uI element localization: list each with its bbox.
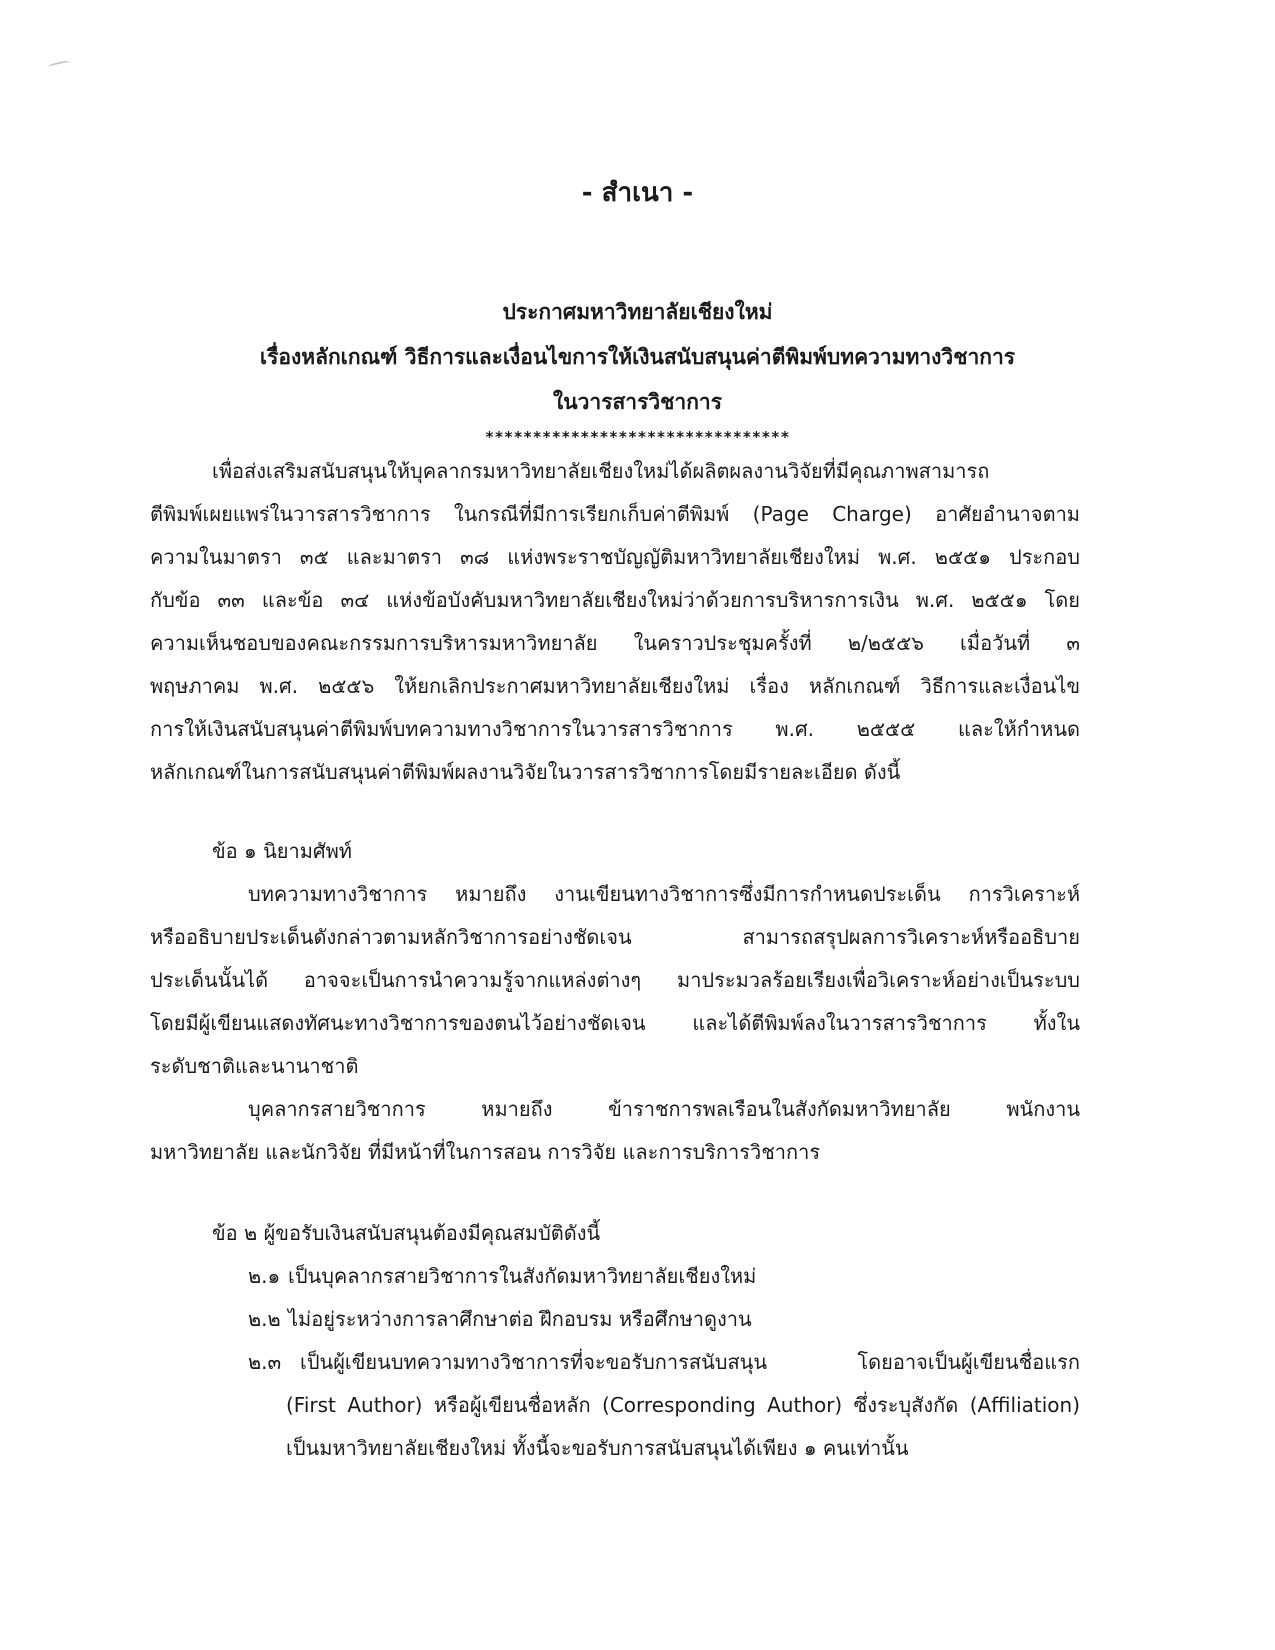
item-number: ๒.๒ (248, 1307, 281, 1331)
definition-line: ระดับชาติและนานาชาติ (150, 1054, 359, 1078)
definition-line: บุคลากรสายวิชาการ หมายถึง ข้าราชการพลเรือนในสังกัดมหาวิทยาลัย พนักงาน (248, 1097, 1080, 1121)
item-text: เป็นมหาวิทยาลัยเชียงใหม่ ทั้งนี้จะขอรับการสนับสนุนได้เพียง ๑ คนเท่านั้น (286, 1436, 909, 1460)
preamble-line: กับข้อ ๓๓ และข้อ ๓๔ แห่งข้อบังคับมหาวิทยาลัยเชียงใหม่ว่าด้วยการบริหารการเงิน พ.ศ. ๒๕๕๑ โดย (150, 588, 1080, 612)
item-text: ไม่อยู่ระหว่างการลาศึกษาต่อ ฝึกอบรม หรือศึกษาดูงาน (288, 1307, 752, 1331)
clause-1-heading: ข้อ ๑ นิยามศัพท์ (212, 839, 352, 863)
preamble-line: เพื่อส่งเสริมสนับสนุนให้บุคลากรมหาวิทยาลัยเชียงใหม่ได้ผลิตผลงานวิจัยที่มีคุณภาพสามารถ (212, 459, 990, 483)
clause-2 (150, 1212, 1080, 1255)
title-line-2: เรื่องหลักเกณฑ์ วิธีการและเงื่อนไขการให้เงินสนับสนุนค่าตีพิมพ์บทความทางวิชาการ (259, 345, 1016, 369)
scan-smudge (48, 60, 71, 69)
preamble-line: ความในมาตรา ๓๕ และมาตรา ๓๘ แห่งพระราชบัญญัติมหาวิทยาลัยเชียงใหม่ พ.ศ. ๒๕๕๑ ประกอบ (150, 545, 1080, 569)
preamble-line: หลักเกณฑ์ในการสนับสนุนค่าตีพิมพ์ผลงานวิจัยในวารสารวิชาการโดยมีรายละเอียด ดังนี้ (150, 760, 901, 784)
item-number: ๒.๑ (248, 1264, 281, 1288)
title-line-3: ในวารสารวิชาการ (553, 390, 722, 414)
preamble-paragraph (150, 450, 1080, 794)
preamble-line: ตีพิมพ์เผยแพร่ในวารสารวิชาการ ในกรณีที่มีการเรียกเก็บค่าตีพิมพ์ (Page Charge) อาศัยอำนาจตาม (150, 502, 1080, 526)
preamble-line: การให้เงินสนับสนุนค่าตีพิมพ์บทความทางวิชาการในวารสารวิชาการ พ.ศ. ๒๕๕๕ และให้กำหนด (150, 717, 1080, 741)
item-text: เป็นบุคลากรสายวิชาการในสังกัดมหาวิทยาลัยเชียงใหม่ (288, 1264, 757, 1288)
preamble-line: ความเห็นชอบของคณะกรรมการบริหารมหาวิทยาลัย ในคราวประชุมครั้งที่ ๒/๒๕๕๖ เมื่อวันที่ ๓ (150, 631, 1080, 655)
definition-line: บทความทางวิชาการ หมายถึง งานเขียนทางวิชาการซึ่งมีการกำหนดประเด็น การวิเคราะห์ (248, 882, 1080, 906)
item-text: เป็นผู้เขียนบทความทางวิชาการที่จะขอรับการสนับสนุน โดยอาจเป็นผู้เขียนชื่อแรก (300, 1350, 1080, 1374)
title-line-1: ประกาศมหาวิทยาลัยเชียงใหม่ (502, 300, 773, 324)
title-separator: ******************************** (485, 428, 790, 446)
definition-line: ประเด็นนั้นได้ อาจจะเป็นการนำความรู้จากแหล่งต่างๆ มาประมวลร้อยเรียงเพื่อวิเคราะห์อย่างเป็นระบบ (150, 968, 1080, 992)
clause-2-heading: ข้อ ๒ ผู้ขอรับเงินสนับสนุนต้องมีคุณสมบัติดังนี้ (212, 1221, 601, 1245)
preamble-line: พฤษภาคม พ.ศ. ๒๕๕๖ ให้ยกเลิกประกาศมหาวิทยาลัยเชียงใหม่ เรื่อง หลักเกณฑ์ วิธีการและเงื่อนไข (150, 674, 1080, 698)
definition-line: หรืออธิบายประเด็นดังกล่าวตามหลักวิชาการอย่างชัดเจน สามารถสรุปผลการวิเคราะห์หรืออธิบาย (150, 925, 1080, 949)
definition-line: มหาวิทยาลัย และนักวิจัย ที่มีหน้าที่ในการสอน การวิจัย และการบริการวิชาการ (150, 1140, 821, 1164)
item-text: (First Author) หรือผู้เขียนชื่อหลัก (Corresponding Author) ซึ่งระบุสังกัด (Affiliation) (286, 1393, 1080, 1417)
definition-line: โดยมีผู้เขียนแสดงทัศนะทางวิชาการของตนไว้อย่างชัดเจน และได้ตีพิมพ์ลงในวารสารวิชาการ ทั้งใน (150, 1011, 1080, 1035)
copy-mark: - สำเนา - (581, 178, 694, 208)
item-number: ๒.๓ (248, 1350, 282, 1374)
announcement-title (0, 290, 1275, 425)
clause-1 (150, 830, 1080, 1174)
